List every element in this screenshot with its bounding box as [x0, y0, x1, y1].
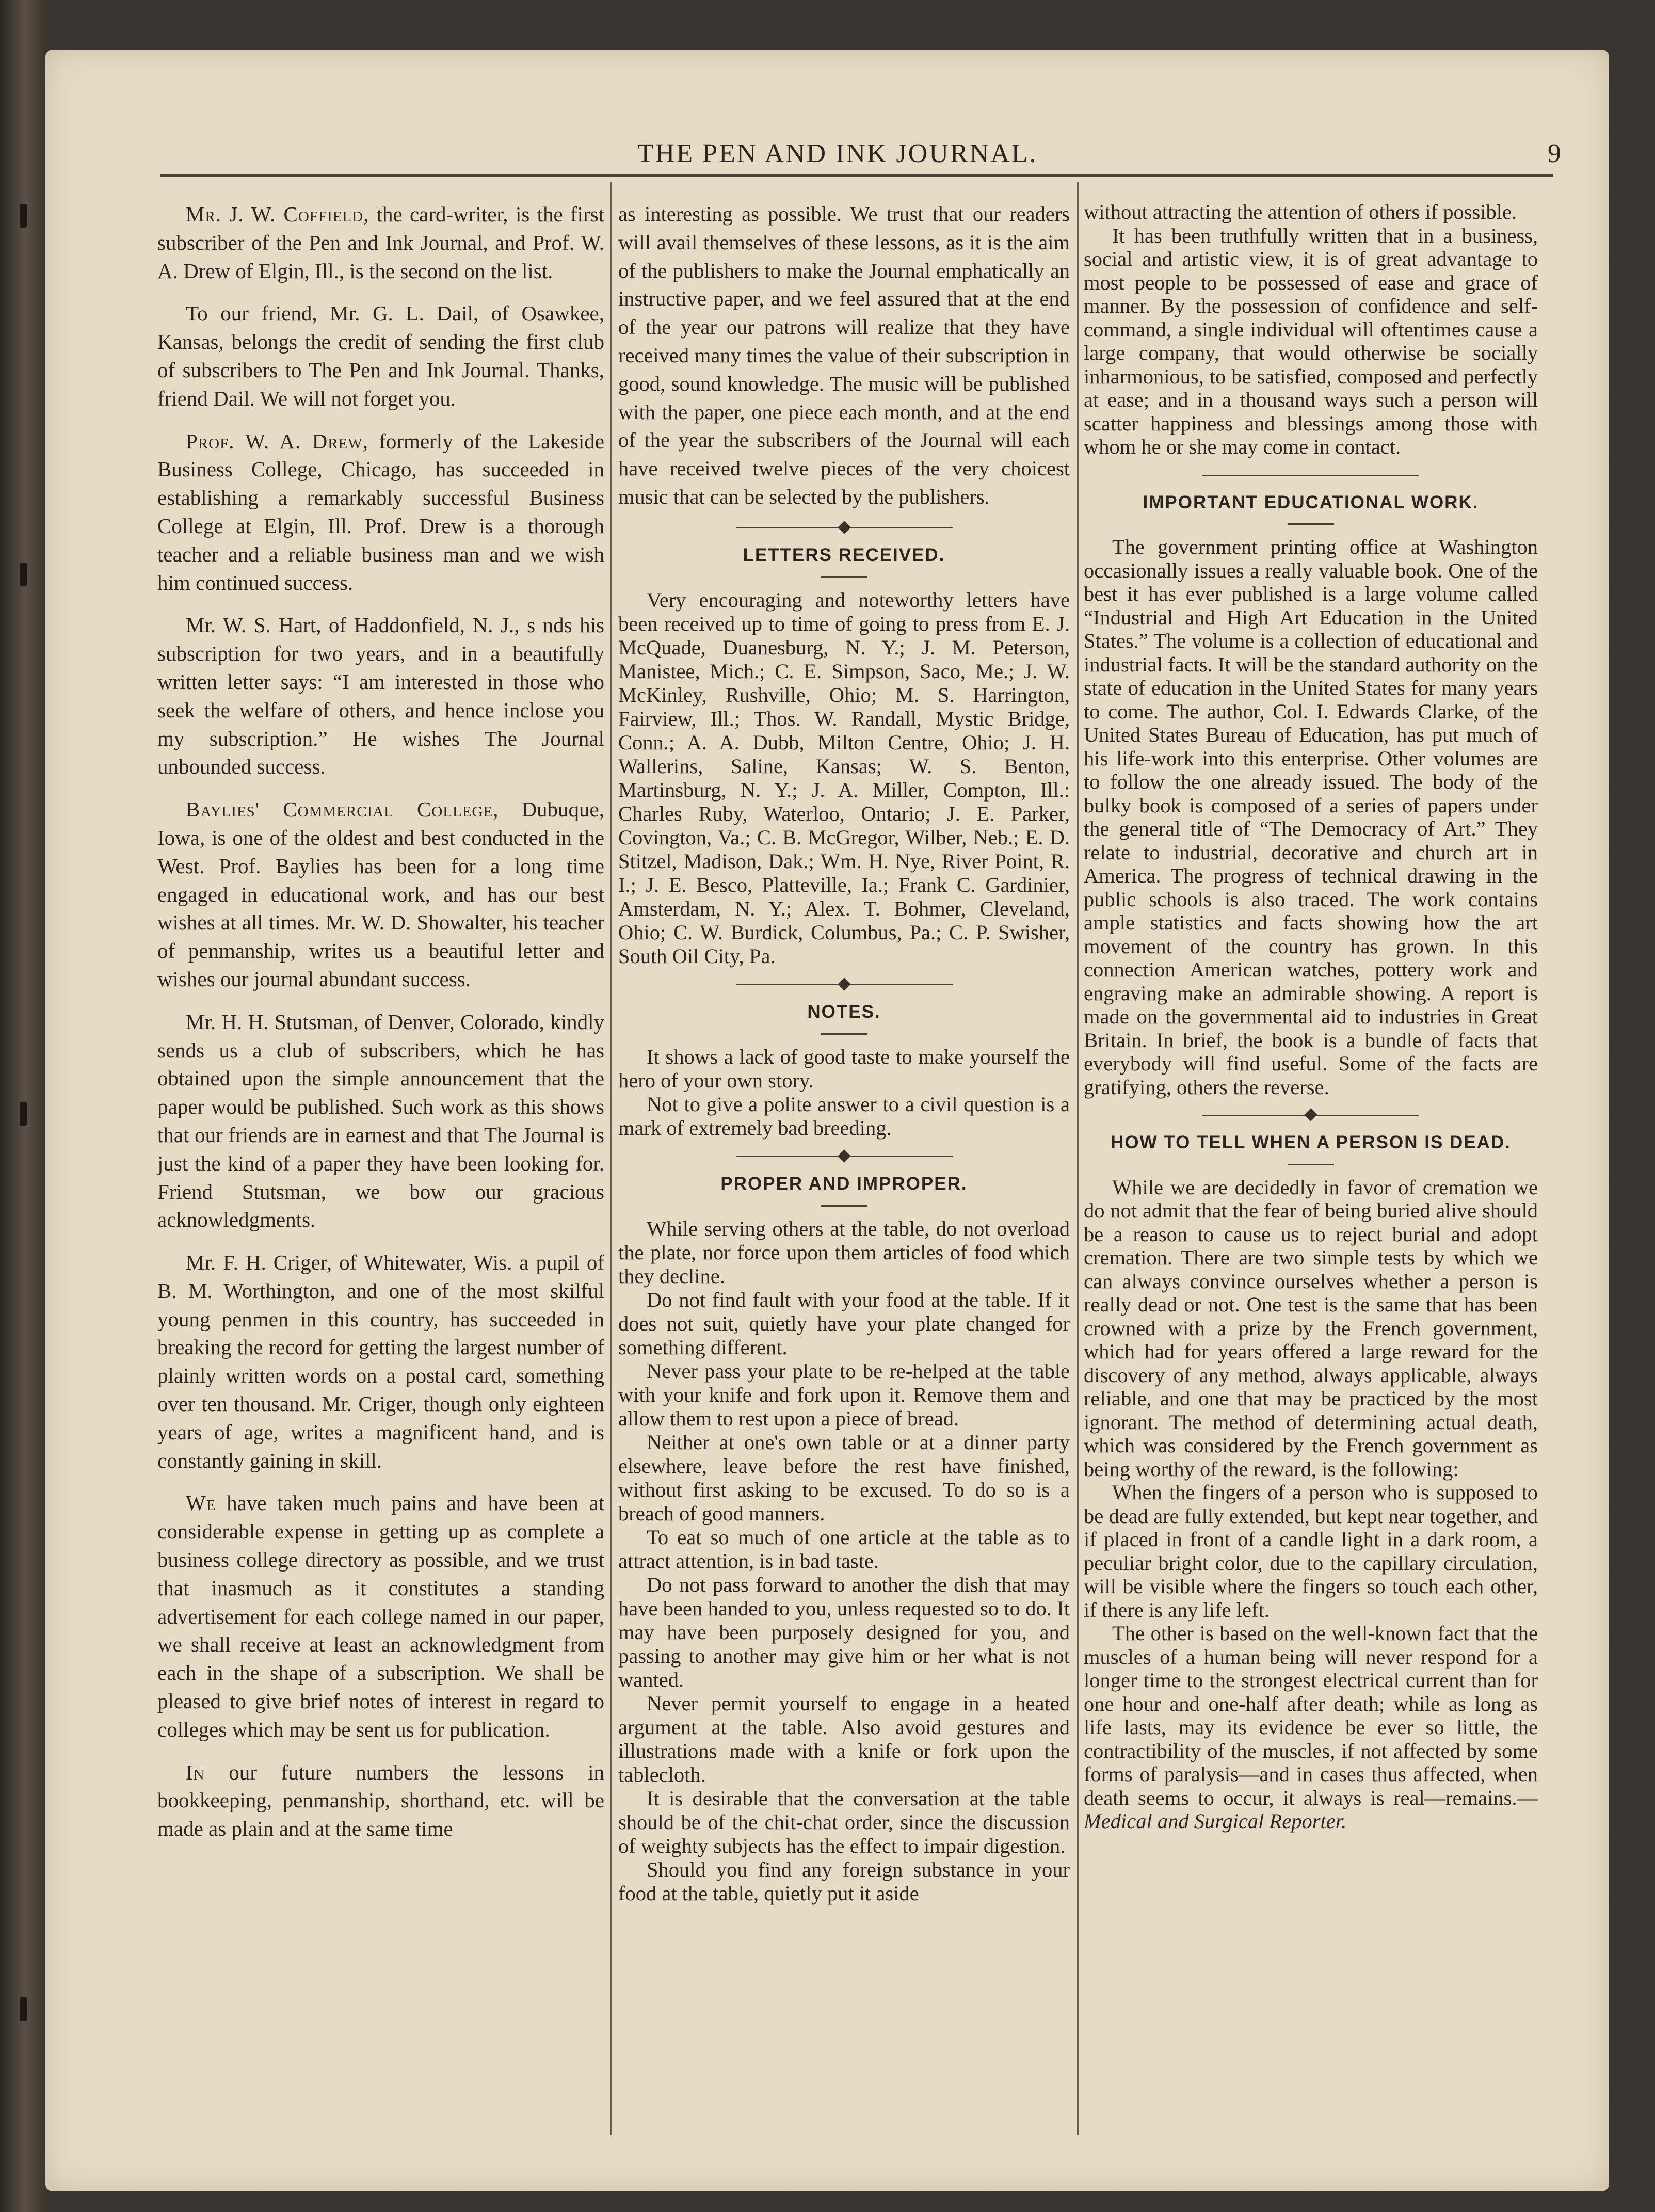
column-3 [1084, 200, 1538, 1833]
heading-rule [821, 1205, 867, 1207]
paragraph: Not to give a polite answer to a civil question is a mark of extremely bad breeding. [618, 1092, 1070, 1140]
paragraph: When the fingers of a person who is supposed to be dead are fully extended, but kept near together, and if placed in front of a candle light in a dark room, a peculiar bright color, due to the capillary circulation, will be visible where the fingers so touch each other, if there is any life left. [1084, 1481, 1538, 1622]
paragraph: Do not pass forward to another the dish that may have been handed to you, unless requested so to do. It may have been purposely designed for you, and passing to another may give him or her what is not wanted. [618, 1573, 1070, 1691]
column-1 [157, 200, 604, 1857]
section-heading-proper: PROPER AND IMPROPER. [720, 1173, 968, 1194]
paragraph: It has been truthfully written that in a business, social and artistic view, it is of great advantage to most people to be possessed of ease and grace of manner. By the possession of confidence and self-command, a single individual will oftentimes cause a large company, that would otherwise be socially inharmonious, to be satisfied, composed and perfectly at ease; and in a thousand ways such a person will scatter happiness and blessings among those with whom he or she may come in contact. [1084, 223, 1538, 458]
book-binding [0, 0, 45, 2212]
journal-title: THE PEN AND INK JOURNAL. [637, 139, 1038, 168]
section-heading-dead: HOW TO TELL WHEN A PERSON IS DEAD. [1111, 1132, 1511, 1152]
binding-stitch [20, 204, 27, 228]
binding-stitch [20, 563, 27, 586]
column-2 [618, 200, 1070, 1905]
paragraph: Mr. J. W. Coffield, the card-writer, is the first subscriber of the Pen and Ink Journal, and Prof. W. A. Drew of Elgin, Ill., is the second on the list. [157, 202, 604, 283]
ornament-divider [1084, 466, 1538, 484]
paragraph: In our future numbers the lessons in bookkeeping, penmanship, shorthand, etc. will be made as plain and at the same time [157, 1760, 604, 1841]
paragraph: While we are decidedly in favor of cremation we do not admit that the fear of being buried alive should be a reason to cause us to reject burial and adopt cremation. There are two simple tests by which we can always convince ourselves whether a person is really dead or not. One test is the same that has been crowned with a prize by the French government, which had for years offered a large reward for the discovery of any method, always applicable, always reliable, and one that may be practiced by the most ignorant. The method of determining actual death, which was considered by the French government as being worthy of the reward, is the following: [1084, 1175, 1538, 1481]
page-number: 9 [1548, 139, 1561, 168]
ornament-divider [618, 1147, 1070, 1165]
paragraph: To our friend, Mr. G. L. Dail, of Osawkee, Kansas, belongs the credit of sending the first club of subscribers to The Pen and Ink Journal. Thanks, friend Dail. We will not forget you. [157, 301, 604, 410]
ornament-divider [618, 519, 1070, 536]
paragraph: Mr. W. S. Hart, of Haddonfield, N. J., s nds his subscription for two years, and in a beautifully written letter says: “I am interested in those who seek the welfare of others, and hence inclose you my subscription.” He wishes The Journal unbounded success. [157, 613, 604, 779]
paragraph: Neither at one's own table or at a dinner party elsewhere, leave before the rest have finished, without first asking to be excused. To do so is a breach of good manners. [618, 1430, 1070, 1525]
paragraph: as interesting as possible. We trust that our readers will avail themselves of these lessons, as it is the aim of the publishers to make the Journal emphatically an instructive paper, and we feel assured that at the end of the year our patrons will realize that they have received many times the value of their subscription in good, sound knowledge. The music will be published with the paper, one piece each month, and at the end of the year the subscribers of the Journal will each have received twelve pieces of the very choicest music that can be selected by the publishers. [618, 202, 1070, 508]
paragraph: Mr. F. H. Criger, of Whitewater, Wis. a pupil of B. M. Worthington, and one of the most skilful young penmen in this country, has succeeded in breaking the record for getting the largest number of plainly written words on a postal card, something over ten thousand. Mr. Criger, though only eighteen years of age, writes a magnificent hand, and is constantly gaining in skill. [157, 1251, 604, 1472]
paragraph: Prof. W. A. Drew, formerly of the Lakeside Business College, Chicago, has succeeded in establishing a remarkably successful Business College at Elgin, Ill. Prof. Drew is a thorough teacher and a reliable business man and we wish him continued success. [157, 429, 605, 595]
column-divider [1077, 182, 1079, 2135]
binding-stitch [20, 1102, 27, 1126]
page-header [157, 138, 1561, 169]
paragraph: It is desirable that the conversation at the table should be of the chit-chat order, since the discussion of weighty subjects has the effect to impair digestion. [618, 1786, 1070, 1857]
paragraph: without attracting the attention of others if possible. [1084, 200, 1517, 223]
paragraph: We have taken much pains and have been at considerable expense in getting up as complete a business college directory as possible, and we trust that inasmuch as it constitutes a standing advertisement for each college named in our paper, we shall receive at least an acknowledgment from each in the shape of a subscription. We shall be pleased to give brief notes of interest in regard to colleges which may be sent us for publication. [157, 1491, 604, 1741]
ornament-divider [618, 975, 1070, 993]
paragraph: Never permit yourself to engage in a heated argument at the table. Also avoid gestures and illustrations made with a knife or fork upon the tablecloth. [618, 1691, 1070, 1786]
paragraph: Should you find any foreign substance in your food at the table, quietly put it aside [618, 1857, 1070, 1905]
paragraph: To eat so much of one article at the table as to attract attention, is in bad taste. [618, 1525, 1070, 1573]
header-rule [160, 174, 1553, 177]
paragraph: While serving others at the table, do not overload the plate, nor force upon them articles of food which they decline. [618, 1216, 1070, 1288]
heading-rule [1288, 523, 1334, 525]
paragraph: The government printing office at Washington occasionally issues a really valuable book. One of the best it has ever published is a large volume called “Industrial and High Art Education in the United States.” The volume is a collection of educational and industrial facts. It will be the standard authority on the state of education in the United States for many years to come. The author, Col. I. Edwards Clarke, of the United States Bureau of Education, has put much of his life-work into this enterprise. Other volumes are to follow the one already issued. The body of the bulky book is composed of a series of papers under the general title of “The Democracy of Art.” They relate to industrial, decorative and church art in America. The progress of technical drawing in the public schools is also traced. The work contains ample statistics and facts showing how the art movement of the country has grown. In this connection American watches, pottery work and engraving make an admirable showing. A report is made on the governmental aid to industries in Great Britain. In brief, the book is a bundle of facts that everybody will find useful. Some of the facts are gratifying, others the reverse. [1084, 535, 1538, 1099]
ornament-divider [1084, 1106, 1538, 1124]
paragraph: Do not find fault with your food at the table. If it does not suit, quietly have your plate changed for something different. [618, 1288, 1070, 1359]
section-heading-education: IMPORTANT EDUCATIONAL WORK. [1143, 492, 1479, 512]
paragraph: It shows a lack of good taste to make yourself the hero of your own story. [618, 1045, 1070, 1092]
heading-rule [821, 1033, 867, 1035]
section-heading-letters: LETTERS RECEIVED. [743, 544, 945, 565]
paragraph: Mr. H. H. Stutsman, of Denver, Colorado, kindly sends us a club of subscribers, which he has obtained upon the simple announcement that the paper would be published. Such work as this shows that our friends are in earnest and that The Journal is just the kind of a paper they have been looking for. Friend Stutsman, we bow our gracious acknowledgments. [157, 1009, 604, 1232]
paragraph: Very encouraging and noteworthy letters have been received up to time of going to press from E. J. McQuade, Duanesburg, N. Y.; J. M. Peterson, Manistee, Mich.; C. E. Simpson, Saco, Me.; J. W. McKinley, Rushville, Ohio; M. S. Harrington, Fairview, Ill.; Thos. W. Randall, Mystic Bridge, Conn.; A. A. Dubb, Milton Centre, Ohio; J. H. Wallerins, Saline, Kansas; W. S. Benton, Martinsburg, N. Y.; J. A. Miller, Compton, Ill.: Charles Ruby, Waterloo, Ontario; J. E. Parker, Covington, Va.; C. B. McGregor, Wilber, Neb.; E. D. Stitzel, Madison, Dak.; Wm. H. Nye, River Point, R. I.; J. E. Besco, Platteville, Ia.; Frank C. Gardinier, Amsterdam, N. Y.; Alex. T. Bohmer, Cleveland, Ohio; C. W. Burdick, Columbus, Pa.; C. P. Swisher, South Oil City, Pa. [618, 588, 1070, 968]
section-heading-notes: NOTES. [807, 1001, 881, 1022]
paragraph: The other is based on the well-known fact that the muscles of a human being will never respond for a longer time to the strongest electrical current than for one hour and one-half after death; while as long as life lasts, may its evidence be ever so little, the contractibility of the muscles, if not affected by some forms of paralysis—and in cases thus affected, when death seems to occur, it always is real—remains.—Medical and Surgical Reporter. [1084, 1622, 1538, 1833]
heading-rule [1288, 1164, 1334, 1165]
paragraph: Never pass your plate to be re-helped at the table with your knife and fork upon it. Remove them and allow them to rest upon a piece of bread. [618, 1359, 1070, 1430]
column-divider [610, 182, 612, 2135]
heading-rule [821, 576, 867, 578]
source-citation: Medical and Surgical Reporter. [1084, 1809, 1347, 1833]
paragraph: Baylies' Commercial College, Dubuque, Iowa, is one of the oldest and best conducted in the West. Prof. Baylies has been for a long time engaged in educational work, and has our best wishes at all times. Mr. W. D. Showalter, his teacher of penmanship, writes us a beautiful letter and wishes our journal abundant success. [157, 797, 604, 991]
binding-stitch [20, 1997, 27, 2021]
